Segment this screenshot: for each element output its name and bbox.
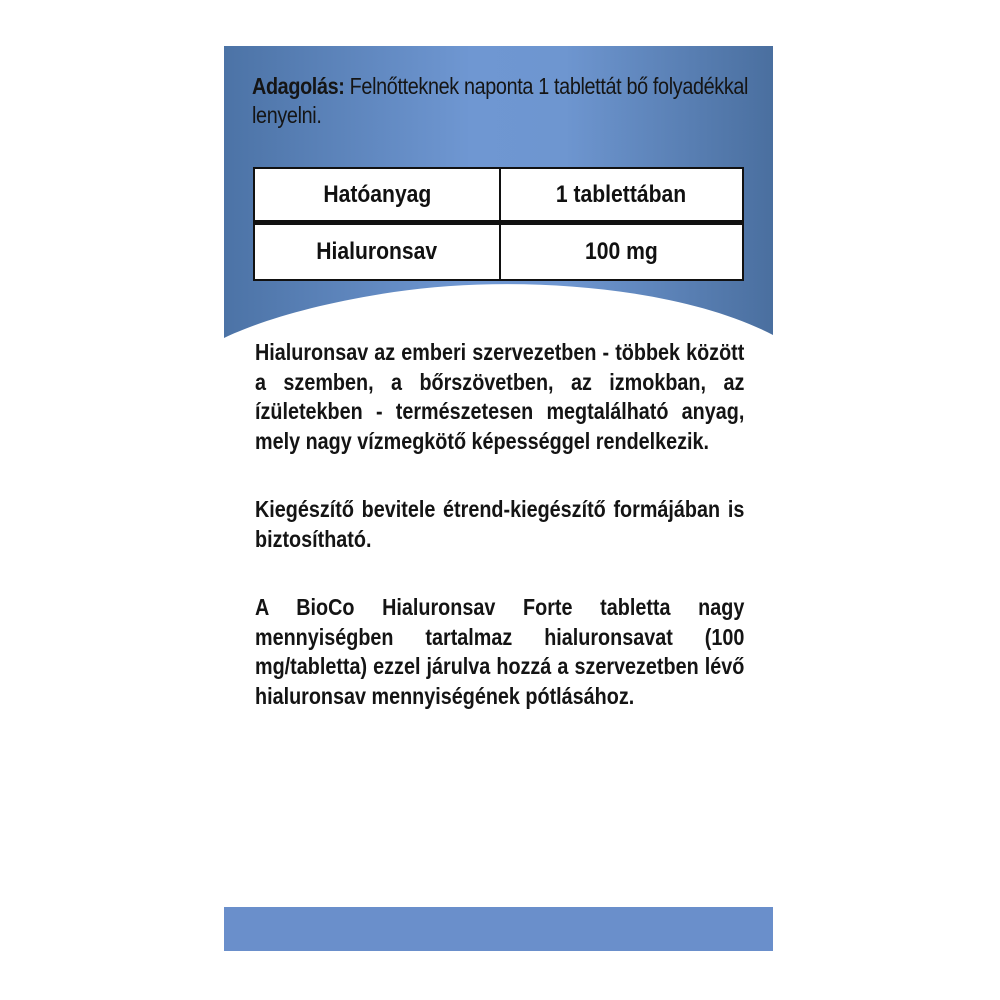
dosage-text: Felnőtteknek naponta 1 tablettát bő folyadékkal lenyelni. <box>252 73 749 128</box>
table-cell: Hialuronsav <box>254 223 500 281</box>
dosage-label: Adagolás: <box>252 73 345 99</box>
description-paragraph: Kiegészítő bevitele étrend-kiegészítő formájában is biztosítható. <box>255 496 745 552</box>
footer-band <box>224 907 773 951</box>
description-text <box>255 338 744 750</box>
table-header-cell: 1 tablettában <box>500 168 743 223</box>
description-paragraph: Hialuronsav az emberi szervezetben - többek között a szemben, a bőrszövetben, az izmokban, az ízületekben - természetesen megtalálható anyag, mely nagy vízmegkötő képességgel rendelkezik. <box>255 339 745 454</box>
table-header-cell: Hatóanyag <box>254 168 500 223</box>
description-paragraph: A BioCo Hialuronsav Forte tabletta nagy mennyiségben tartalmaz hialuronsavat (100 mg/tabletta) ezzel járulva hozzá a szervezetben lévő hialuronsav mennyiségének pótlásához. <box>255 594 745 709</box>
dosage-instructions <box>252 72 751 130</box>
active-ingredient-table <box>253 167 744 281</box>
table-header-row <box>254 168 743 223</box>
table-row <box>254 223 743 281</box>
product-info-panel <box>224 46 773 951</box>
table-cell: 100 mg <box>500 223 743 281</box>
